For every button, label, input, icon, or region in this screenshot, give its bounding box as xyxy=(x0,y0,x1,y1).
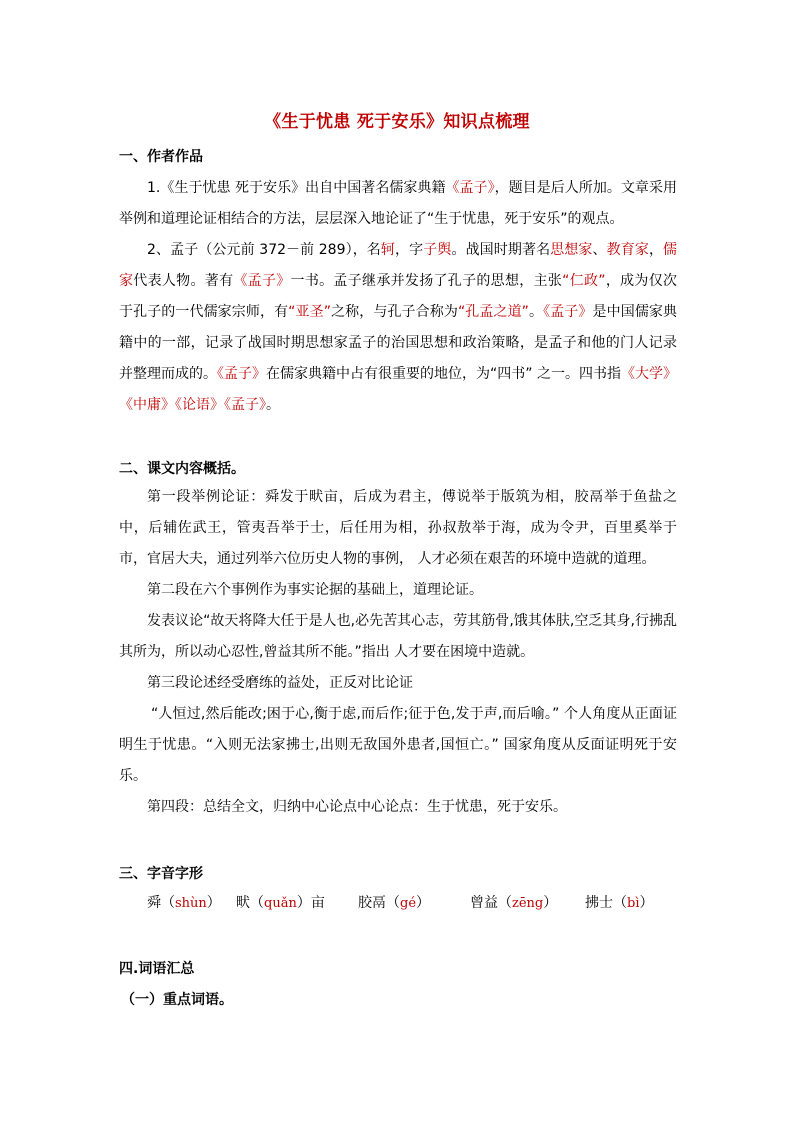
highlight: 教育家 xyxy=(606,242,649,258)
phonetic-item: 曾益（zēng） xyxy=(470,895,558,911)
highlight: “亚圣” xyxy=(288,304,331,320)
highlight: 儒家 xyxy=(119,242,678,289)
highlight: 轲 xyxy=(380,242,396,258)
text: 2、孟子（公元前 372－前 289），名 xyxy=(147,242,381,258)
word: 拂士 xyxy=(585,895,613,911)
phonetic-item: 胶鬲（gé） xyxy=(358,895,431,911)
phonetic-item: 舜（shùn） xyxy=(147,895,221,911)
text: ， xyxy=(648,242,664,258)
paragraph-summary-5: “人恒过,然后能改;困于心,衡于虑,而后作;征于色,发于声,而后喻。” 个人角度从正面证明生于忧患。“入则无法家拂士,出则无敌国外患者,国恒亡。” 国家角度从反面证明死于安乐。 xyxy=(119,706,677,784)
section-heading-summary: 二、课文内容概括。 xyxy=(119,461,245,477)
section-heading-vocabulary: 四.词语汇总 xyxy=(119,961,195,977)
word: 胶鬲 xyxy=(358,895,386,911)
paragraph-work-intro xyxy=(119,173,677,235)
subsection-heading-key-words: （一）重点词语。 xyxy=(121,992,233,1008)
text: 一书。孟子继承并发扬了孔子的思想，主张 xyxy=(290,273,563,289)
pinyin: gé xyxy=(400,896,417,911)
highlight: 子舆 xyxy=(423,242,452,258)
highlight: “孔孟之道” xyxy=(457,304,529,320)
paragraph-summary-4: 第三段论述经受磨练的益处，正反对比论证 xyxy=(147,675,413,691)
text: 之称，与孔子合称为 xyxy=(330,304,458,320)
paragraph-mencius-bio xyxy=(119,235,677,421)
text: 1.《生于忧患 死于安乐》出自中国著名儒家典籍 xyxy=(147,180,446,196)
text: 代表人物。著有 xyxy=(133,273,234,289)
text: 是中国儒家典籍中的一部，记录了战国时期思想家孟子的治国思想和政治策略，是孟子和他的门人记录并整理而成的。 xyxy=(119,304,678,382)
text: 。战国时期著名 xyxy=(451,242,551,258)
paragraph-summary-1: 第一段举例论证：舜发于畎亩，后成为君主，傅说举于版筑为相，胶鬲举于鱼盐之中，后辅佐武王，管夷吾举于士，后任用为相，孙叔敖举于海，成为令尹，百里奚举于市，官居大夫，通过列举六位历史人物的事例， 人才必须在艰苦的环境中造就的道理。 xyxy=(119,489,677,567)
text: ，成为仅次于孔子的一代儒家宗师，有 xyxy=(119,273,678,320)
word: 舜 xyxy=(147,895,161,911)
text: ，字 xyxy=(395,242,424,258)
paragraph-summary-6: 第四段：总结全文，归纳中心论点中心论点：生于忧患，死于安乐。 xyxy=(147,799,567,815)
highlight-book: 《孟子》 xyxy=(445,180,495,196)
highlight: “仁政” xyxy=(562,273,606,289)
paragraph-summary-2: 第二段在六个事例作为事实论据的基础上，道理论证。 xyxy=(147,582,483,598)
pinyin: bì xyxy=(627,896,640,911)
pinyin: shùn xyxy=(175,896,207,911)
section-heading-phonetics: 三、字音字形 xyxy=(119,866,203,882)
text: 、 xyxy=(592,242,607,258)
page-title: 《生于忧患 死于安乐》知识点梳理 xyxy=(264,112,530,132)
highlight: 《孟子》 xyxy=(233,273,291,289)
word-tail: 亩 xyxy=(310,895,325,911)
highlight: 《孟子》 xyxy=(543,304,593,320)
section-heading-author: 一、作者作品 xyxy=(119,149,203,165)
highlight: 《孟子》 xyxy=(217,366,267,382)
text: 。 xyxy=(266,397,280,413)
word: 曾益 xyxy=(470,895,498,911)
highlight: 《大学》《中庸》《论语》《孟子》 xyxy=(119,366,678,413)
text: ，题目是后人所加。文章采用举例和道理论证相结合的方法，层层深入地论证了“生于忧患，死于安乐”的观点。 xyxy=(119,180,677,227)
paragraph-summary-3: 发表议论“故天将降大任于是人也,必先苦其心志，劳其筋骨,饿其体肤,空乏其身,行拂乱其所为，所以动心忍性,曾益其所不能。”指出 人才要在困境中造就。 xyxy=(119,613,677,660)
highlight: 思想家 xyxy=(550,242,593,258)
text: 在儒家典籍中占有很重要的地位，为“四书” 之一。四书指 xyxy=(266,366,622,382)
pinyin: quǎn xyxy=(264,896,297,911)
text: 。 xyxy=(528,304,544,320)
pinyin: zēng xyxy=(512,896,544,911)
phonetic-item: 拂士（bì） xyxy=(585,895,654,911)
phonetic-item: 畎（quǎn）亩 xyxy=(236,895,325,911)
word: 畎 xyxy=(236,895,250,911)
